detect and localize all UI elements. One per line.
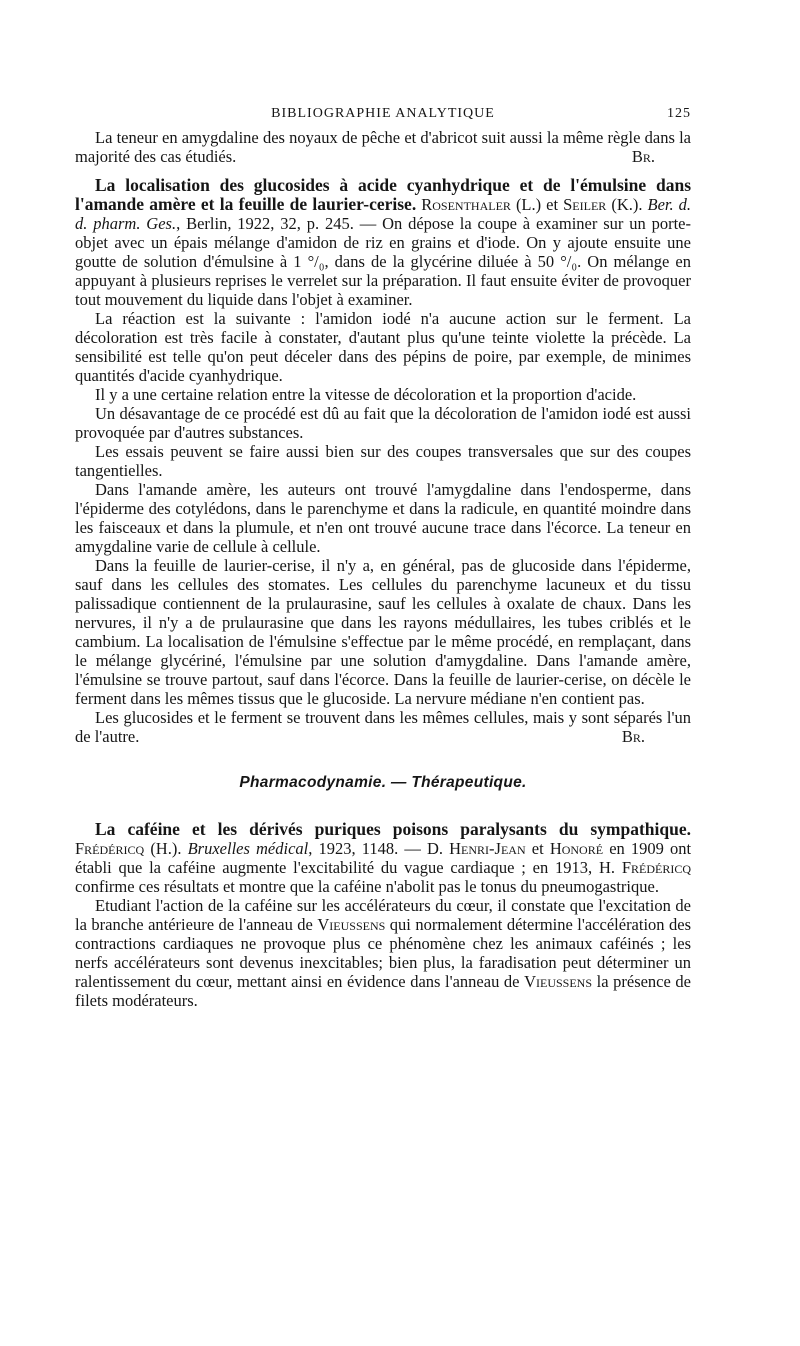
article2-para2-b: qui normalement détermine l'accélération des contractions cardiaques ne provoque plus ce phénomène chez les animaux caféinés ; les nerfs accélérateurs sont devenus inexcitables; bien plus, la faradisation peut déterminer un ralentissement du cœur, mettant ainsi en évidence dans l'anneau de	[75, 915, 692, 991]
article1-author2-initial: (K.).	[611, 195, 643, 214]
article2-text-b: confirme ces résultats et montre que la caféine n'abolit pas le tonus du pneumogastrique.	[75, 877, 659, 896]
article1-para3: Il y a une certaine relation entre la vitesse de décoloration et la proportion d'acide.	[95, 385, 637, 404]
article2-vieussens-1: Vieussens	[317, 915, 386, 934]
running-title: BIBLIOGRAPHIE ANALYTIQUE	[271, 106, 495, 121]
section-heading: Pharmacodynamie. — Thérapeutique.	[239, 774, 527, 791]
running-header	[75, 106, 691, 128]
article1-para8	[75, 708, 691, 746]
article2-author1-initial: (H.).	[150, 839, 182, 858]
article2-author3: Honoré	[549, 839, 604, 858]
article1-author1: Rosenthaler	[421, 195, 511, 214]
article2-author1: Frédéricq	[75, 839, 145, 858]
intro-text: La teneur en amygdaline des noyaux de pêche et d'abricot suit aussi la même règle dans la majorité des cas étudiés.	[75, 128, 691, 166]
page-number: 125	[667, 106, 691, 121]
article1-title: La localisation des glucosides à acide cyanhydrique et de l'émulsine dans l'amande amère et la feuille de laurier-cerise.	[75, 175, 691, 214]
article1-author1-initial: (L.)	[515, 195, 542, 214]
intro-signature: Br.	[631, 147, 655, 166]
article2-para2-a: Etudiant l'action de la caféine sur les accélérateurs du cœur, il constate que l'excitation de la branche antérieure de l'anneau de	[75, 896, 691, 934]
article1-para7: Dans la feuille de laurier-cerise, il n'y a, en général, pas de glucoside dans l'épiderme, sauf dans les cellules des stomates. Les cellules du parenchyme lacuneux et du tissu palissadique contiennent de la prulaurasine, sauf les cellules à oxalate de chaux. Dans les nervures, il n'y a de prulaurasine que dans les rayons médullaires, les tubes criblés et le cambium. La localisation de l'émulsine s'effectue par le même procédé, en remplaçant, dans le mélange glycériné, l'émulsine par une solution d'amygdaline. Dans l'amande amère, l'émulsine se trouve partout, sauf dans l'écorce. Dans la feuille de laurier-cerise, on décèle le ferment dans les mêmes tissus que le glucoside. La nervure médiane n'en contient pas.	[75, 556, 691, 708]
article1-author2: Seiler	[563, 195, 607, 214]
article2-para2-c: la présence de filets modérateurs.	[75, 972, 691, 1010]
article1-conj: et	[546, 195, 559, 214]
article2-text-a: en 1909 ont établi que la caféine augmente l'excitabilité du vague cardiaque ; en 1913, H.	[75, 839, 692, 877]
article1-para5: Les essais peuvent se faire aussi bien sur des coupes transversales que sur des coupes tangentielles.	[75, 442, 691, 480]
article1-heading	[75, 176, 691, 309]
intro-paragraph	[75, 128, 691, 166]
article1-para2: La réaction est la suivante : l'amidon iodé n'a aucune action sur le ferment. La décoloration est très facile à constater, d'autant plus qu'une teinte violette la précède. La sensibilité est telle qu'on peut déceler dans des pépins de poire, par exemple, de minimes quantités d'acide cyanhydrique.	[75, 309, 691, 385]
article1-para8-text: Les glucosides et le ferment se trouvent dans les mêmes cellules, mais y sont séparés l'un de l'autre.	[75, 708, 691, 746]
article1-journal: Ber. d. d. pharm. Ges.	[75, 195, 692, 233]
article2-vieussens-2: Vieussens	[524, 972, 593, 991]
article1-citation: , Berlin, 1922, 32, p. 245.	[176, 214, 354, 233]
article1-signature: Br.	[621, 727, 645, 746]
article2-citation: , 1923, 1148. — D.	[308, 839, 444, 858]
article2-author4: Frédéricq	[621, 858, 692, 877]
article2-conj: et	[531, 839, 544, 858]
article2-author2: Henri-Jean	[449, 839, 526, 858]
article2-journal: Bruxelles médical	[187, 839, 309, 858]
article2-heading	[75, 820, 691, 896]
document-page	[75, 106, 691, 1010]
article1-para1: — On dépose la coupe à examiner sur un porte-objet avec un épais mélange d'amidon de riz en grains et d'iode. On y ajoute ensuite une goutte de solution d'émulsine à 1 °/₀, dans de la glycérine diluée à 50 °/₀. On mélange en appuyant à plusieurs reprises le verrelet sur la préparation. Il faut ensuite éviter de provoquer tout mouvement du liquide dans l'objet à examiner.	[75, 214, 692, 309]
article1-para6: Dans l'amande amère, les auteurs ont trouvé l'amygdaline dans l'endosperme, dans l'épiderme des cotylédons, dans le parenchyme et dans la radicule, en quantité moindre dans les faisceaux et dans la plumule, et n'en ont trouvé aucune trace dans l'écorce. La teneur en amygdaline varie de cellule à cellule.	[75, 480, 691, 556]
article2-title: La caféine et les dérivés puriques poisons paralysants du sympathique.	[95, 819, 691, 839]
article2-para2	[75, 896, 691, 1010]
article1-para4: Un désavantage de ce procédé est dû au fait que la décoloration de l'amidon iodé est aussi provoquée par d'autres substances.	[75, 404, 691, 442]
